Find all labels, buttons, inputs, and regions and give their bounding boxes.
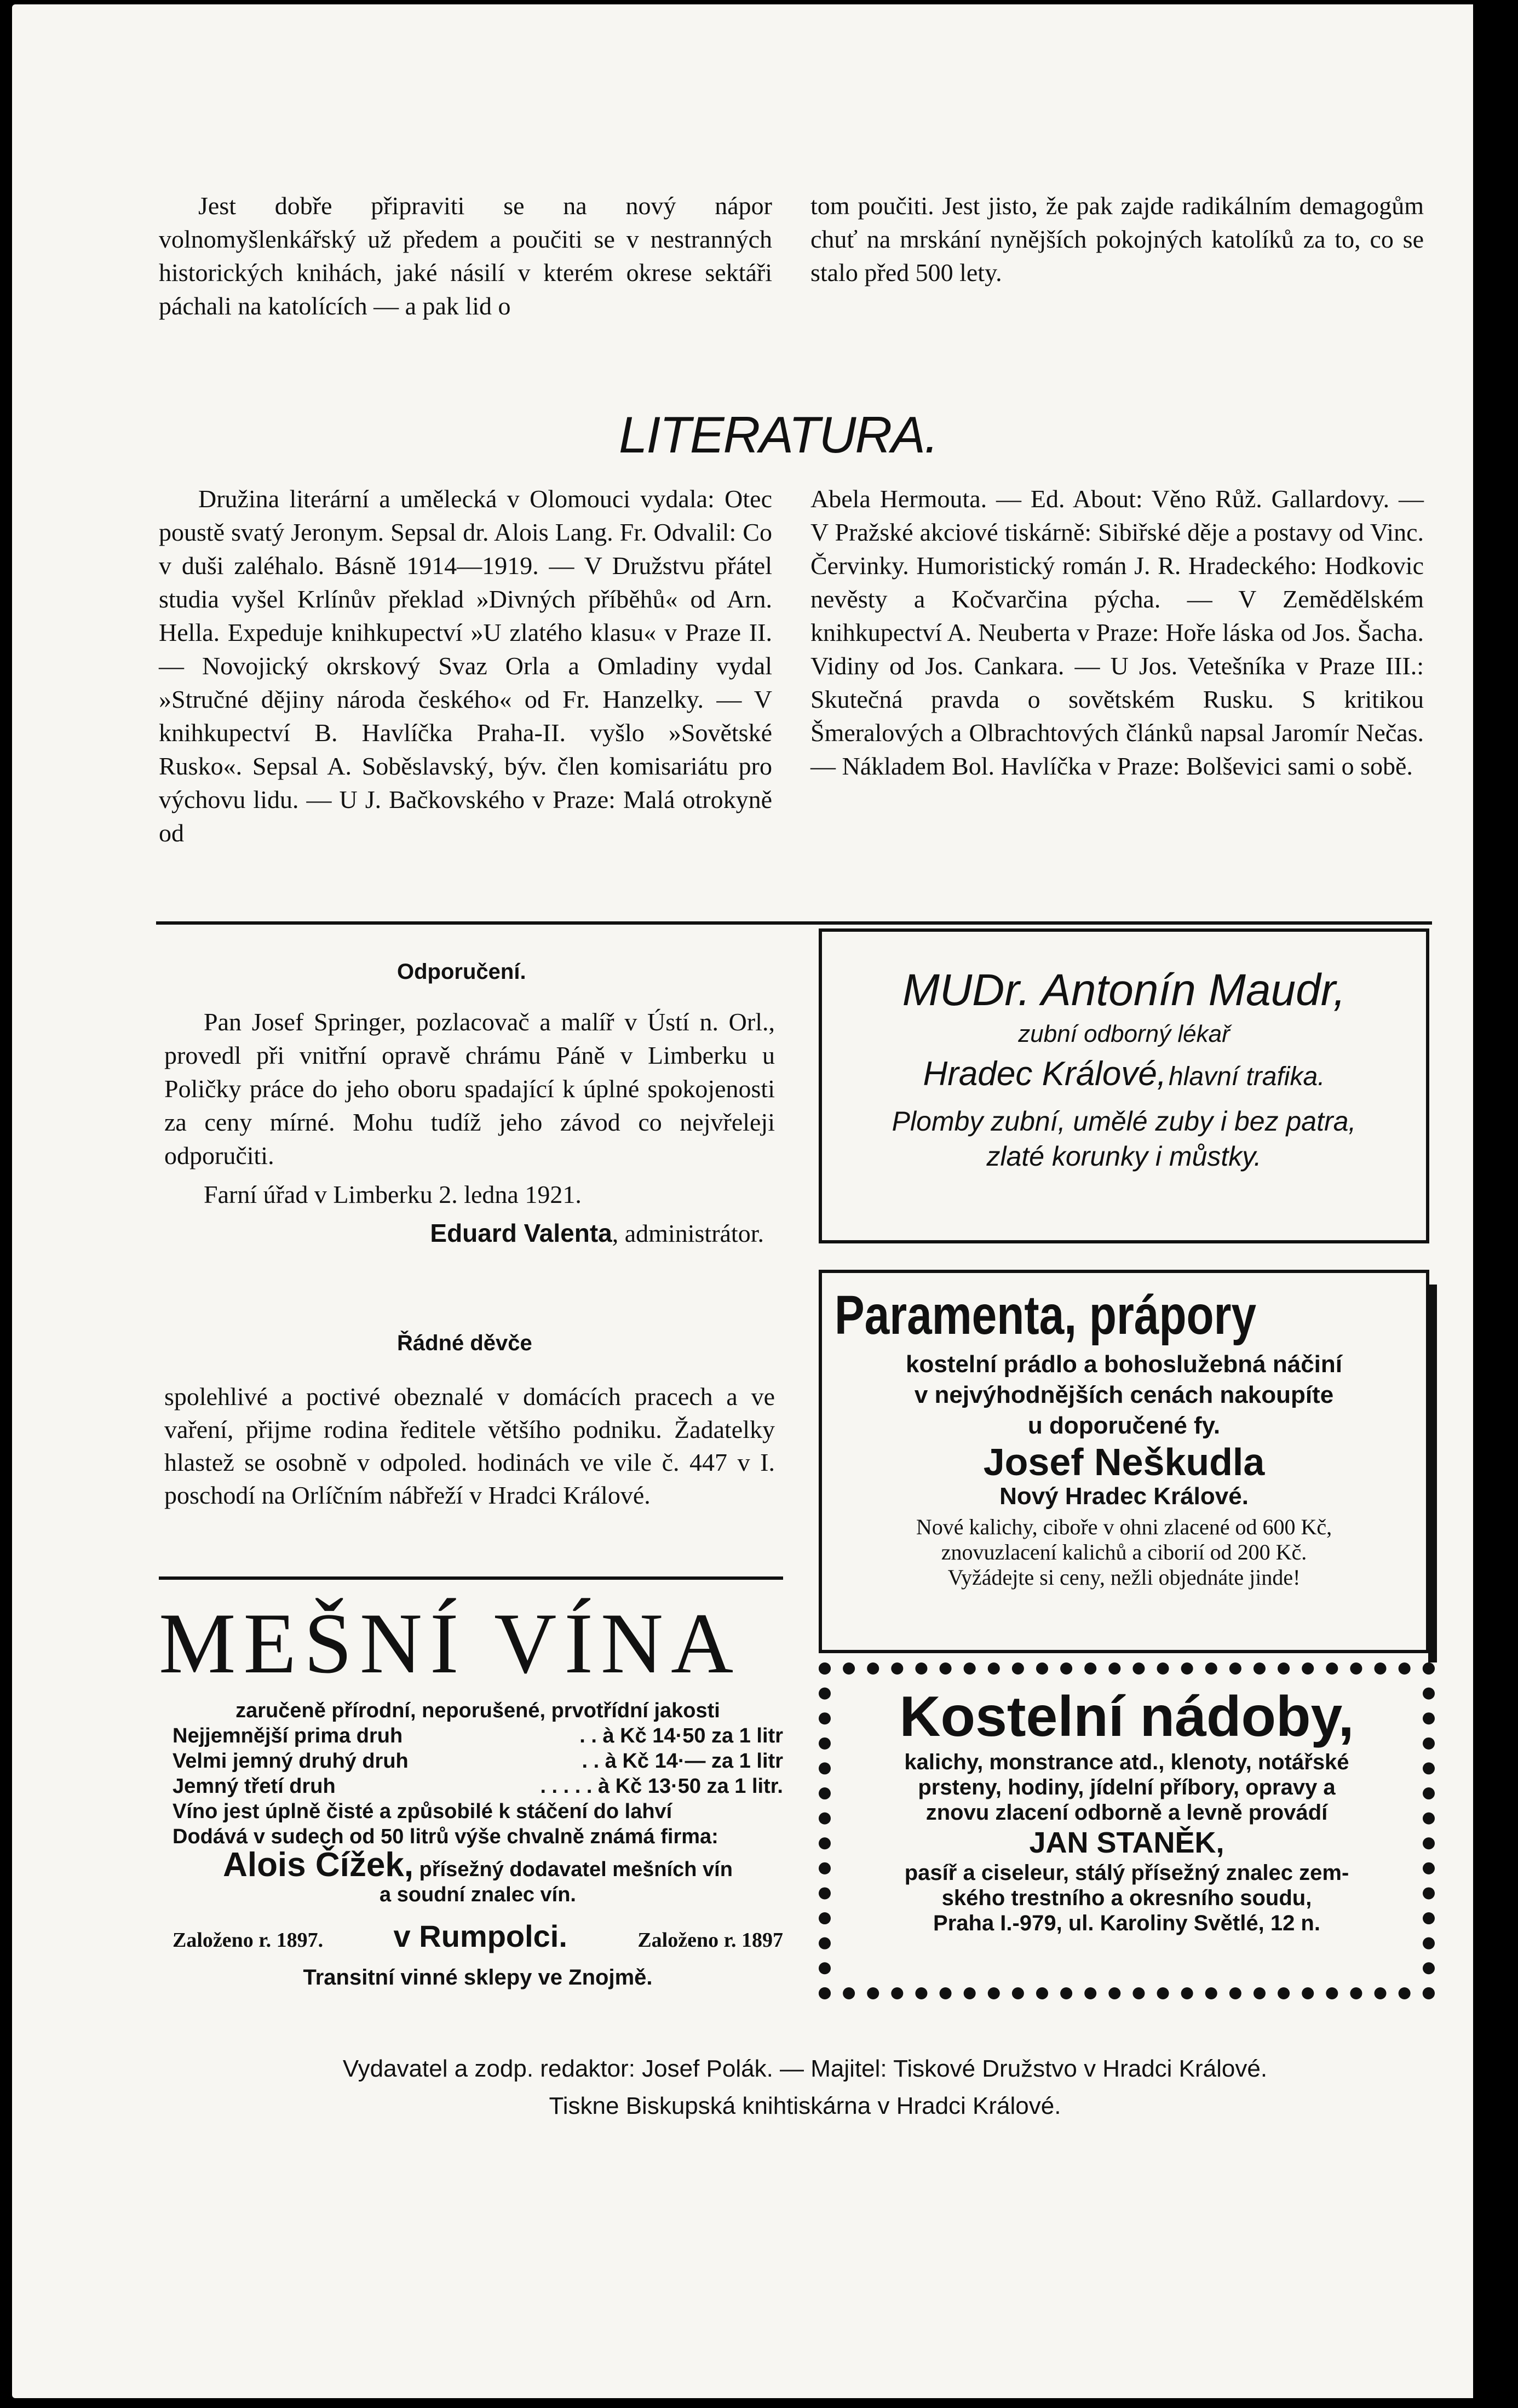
nadoby-line3: znovu zlacení odborně a levně provádí — [925, 1801, 1328, 1825]
nadoby-line2: prsteny, hodiny, jídelní příbory, opravy a — [918, 1775, 1336, 1799]
literatura-right-column: Abela Hermouta. — Ed. About: Věno Růž. Gallardovy. — V Pražské akciové tiskárně: Sibiřské děje a postavy od Vinc. Červinky. Humoristický román J. R. Hradeckého: Hodkovic nevěsty a Kočvarčina pýcha. — V Zemědělském knihkupectví A. Neuberta v Praze: Hoře láska od Jos. Šacha. Vidiny od Jos. Cankara. — U Jos. Vetešníka v Praze III.: Skutečná pravda o sovětském Rusku. S kritikou Šmeralových a Olbrachtových článků napsal Jaromír Nečas. — Nákladem Bol. Havlíčka v Praze: Bolševici sami o sobě. — [810, 485, 1424, 780]
nadoby-address: ul. Karoliny Světlé, 12 n. — [1062, 1911, 1320, 1935]
ad-paramenta — [819, 1270, 1429, 1653]
maudr-place-extra: hlavní trafika. — [1169, 1062, 1325, 1091]
paramenta-line2: v nejvýhodnějších cenách nakoupíte — [914, 1381, 1334, 1408]
vina-line1: zaručeně přírodní, neporušené, prvotřídní jakosti — [235, 1699, 720, 1722]
maudr-place: Hradec Králové, — [923, 1055, 1167, 1093]
vina-row: Jemný třetí druh . . . . . à Kč 13·50 za 1 litr. — [173, 1775, 783, 1798]
vina-founded-left: Založeno r. 1897. — [173, 1929, 324, 1952]
nadoby-line5: ského trestního a okresního soudu, — [941, 1886, 1312, 1910]
paramenta-lines — [822, 1349, 1426, 1441]
intro-right-column: tom poučiti. Jest jisto, že pak zajde radikálním demagogům chuť na mrskání nynějších pokojných katolíků za to, co se stalo před 500 lety. — [810, 192, 1424, 286]
maudr-line1: Plomby zubní, umělé zuby i bez patra, — [892, 1106, 1356, 1137]
vina-founded-right: Založeno r. 1897 — [637, 1929, 783, 1952]
maudr-place-line — [822, 1054, 1426, 1093]
footer-publisher: Vydavatel a zodp. redaktor: Josef Polák. — Majitel: Tiskové Družstvo v Hradci Králové. — [342, 2055, 1268, 2082]
ad-divider — [159, 1576, 783, 1580]
paramenta-line5: znovuzlacení kalichů a ciborií od 200 Kč. — [941, 1540, 1307, 1564]
paramenta-line1: kostelní prádlo a bohoslužebná náčiní — [905, 1351, 1342, 1378]
scan-edge — [1473, 0, 1518, 2408]
devce-title: Řádné děvče — [397, 1331, 532, 1355]
nadoby-title: Kostelní nádoby, — [899, 1685, 1354, 1748]
ad-nadoby — [819, 1662, 1435, 1999]
paramenta-name: Josef Neškudla — [983, 1441, 1265, 1483]
vina-title: MEŠNÍ VÍNA — [159, 1596, 741, 1692]
paramenta-line3: u doporučené fy. — [1027, 1412, 1221, 1439]
nadoby-line1: kalichy, monstrance atd., klenoty, notářské — [904, 1750, 1349, 1774]
maudr-name: MUDr. Antonín Maudr, — [902, 965, 1346, 1015]
vina-firm: Alois Čížek, — [223, 1846, 414, 1884]
vina-row: Velmi jemný druhý druh . . à Kč 14·— za 1 litr — [173, 1750, 783, 1773]
vina-firm-desc2: a soudní znalec vín. — [380, 1883, 576, 1906]
vina-firm-desc: přísežný dodavatel mešních vín — [419, 1858, 733, 1881]
nadoby-name: JAN STANĚK, — [1029, 1826, 1224, 1859]
paramenta-title: Paramenta, prápory — [834, 1285, 1257, 1346]
doporuceni-signature: Eduard Valenta — [430, 1219, 612, 1247]
nadoby-lines — [831, 1750, 1423, 1936]
vina-firm-line — [173, 1846, 783, 1884]
vina-line2: Víno jest úplně čisté a způsobilé k stáčení do lahví — [173, 1800, 672, 1823]
doporuceni-title: Odporučení. — [397, 960, 526, 984]
intro-left-column: Jest dobře připraviti se na nový nápor volnomyšlenkářský už předem a poučiti se v nestranných historických knihách, jaké násilí v kterém okrese sektáři páchali na katolících — a pak lid o — [159, 192, 772, 320]
ad-maudr — [819, 928, 1429, 1243]
maudr-profession: zubní odborný lékař — [1018, 1020, 1230, 1047]
vina-row: Nejjemnější prima druh . . à Kč 14·50 za 1 litr — [173, 1724, 783, 1747]
paramenta-right-bar — [1428, 1285, 1437, 1662]
vina-line3: Dodává v sudech od 50 litrů výše chvalně známá firma: — [173, 1825, 718, 1848]
doporuceni-signature-line — [164, 1217, 775, 1250]
paramenta-footer — [822, 1515, 1426, 1590]
doporuceni-role: , administrátor. — [612, 1219, 764, 1247]
vina-founded-row — [173, 1919, 783, 1953]
nadoby-line4: pasíř a ciseleur, stálý přísežný znalec zem- — [904, 1861, 1349, 1885]
paramenta-line6: Vyžádejte si ceny, nežli objednáte jinde! — [947, 1565, 1301, 1590]
vina-transit: Transitní vinné sklepy ve Znojmě. — [303, 1965, 653, 1990]
devce-text: spolehlivé a poctivé obeznalé v domácích pracech a ve vaření, přijme rodina ředitele většího podniku. Žadatelky hlastež se osobně v odpoled. hodinách ve vile č. 447 v I. poschodí na Orlíčním nábřeží v Hradci Králové. — [164, 1383, 775, 1509]
paramenta-line4: Nové kalichy, ciboře v ohni zlacené od 600 Kč, — [916, 1515, 1332, 1539]
nadoby-address-line — [831, 1911, 1423, 1936]
paramenta-place: Nový Hradec Králové. — [999, 1483, 1249, 1510]
section-heading-literatura: LITERATURA. — [619, 406, 938, 463]
maudr-line2: zlaté korunky i můstky. — [986, 1141, 1262, 1172]
doporuceni-text: Pan Josef Springer, pozlacovač a malíř v Ústí n. Orl., provedl při vnitřní opravě chrámu Páně v Limberku u Poličky práce do jeho oboru spadající k úplné spokojenosti za ceny mírné. Mohu tudíž jeho závod co nejvřeleji odporučiti. Farní úřad v Limberku 2. ledna 1921. Eduard Valenta, administrátor. — [164, 1005, 775, 1250]
literatura-left-column: Družina literární a umělecká v Olomouci vydala: Otec poustě svatý Jeronym. Sepsal dr. Alois Lang. Fr. Odvalil: Co v duši zaléhalo. Básně 1914—1919. — V Družstvu přátel studia vyšel Krlínův překlad »Divných příběhů« od Arn. Hella. Expeduje knihkupectví »U zlatého klasu« v Praze II. — Novojický okrskový Svaz Orla a Omladiny vydal »Stručné dějiny národa českého« od Fr. Hanzelky. — V knihkupectví B. Havlíčka Praha-II. vyšlo »Sovětské Rusko«. Sepsal A. Soběslavský, býv. člen komisariátu pro výchovu lidu. — U J. Bačkovského v Praze: Malá otrokyně od — [159, 485, 772, 847]
nadoby-address-city: Praha I.-979, — [933, 1911, 1062, 1935]
doporuceni-place: Farní úřad v Limberku 2. ledna 1921. — [204, 1180, 582, 1208]
vina-town: v Rumpolci. — [393, 1919, 567, 1953]
footer-printer: Tiskne Biskupská knihtiskárna v Hradci Králové. — [549, 2092, 1061, 2119]
section-divider — [156, 921, 1432, 925]
vina-body — [173, 1698, 783, 1990]
